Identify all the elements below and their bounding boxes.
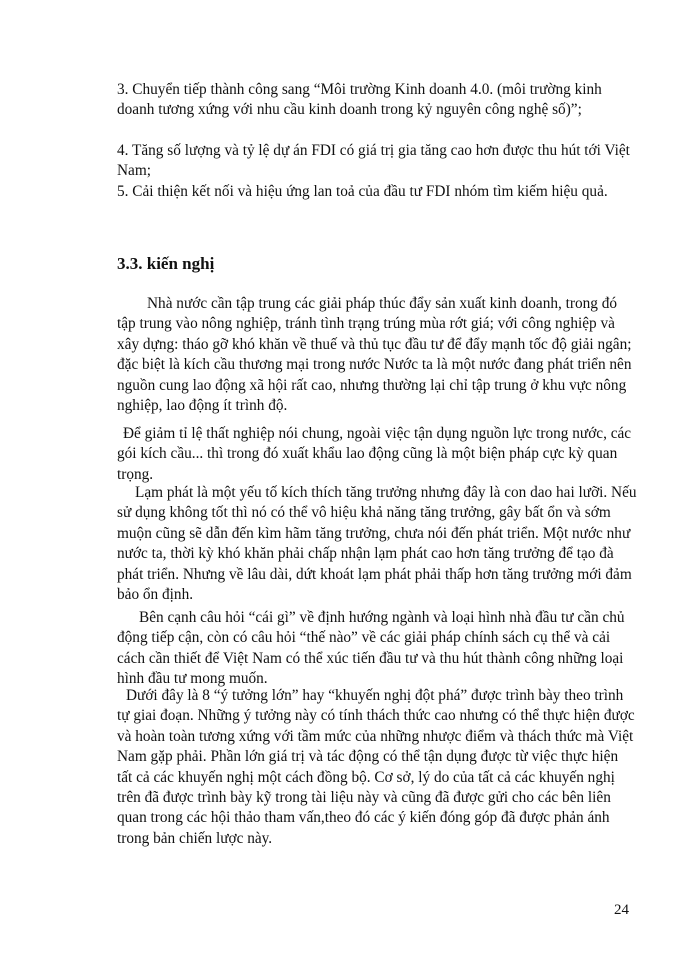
paragraph-2: Để giảm tỉ lệ thất nghiệp nói chung, ngoài việc tận dụng nguồn lực trong nước, các gói kích cầu... thì trong đó xuất khẩu lao động cũng là một biện pháp cực kỳ quan trọng. xyxy=(117,425,632,483)
list-item-5: 5. Cải thiện kết nối và hiệu ứng lan toả của đầu tư FDI nhóm tìm kiếm hiệu quả. xyxy=(117,183,608,200)
paragraph-5: Dưới đây là 8 “ý tưởng lớn” hay “khuyến nghị đột phá” được trình bày theo trình tự giai đoạn. Những ý tưởng này có tính thách thức cao nhưng có thể thực hiện được và hoàn toàn tương xứng với tầm mức của những nhược điểm và thách thức mà Việt Nam gặp phải. Phần lớn giá trị và tác động có thể tận dụng được từ việc thực hiện tất cả các khuyến nghị một cách đồng bộ. Cơ sở, lý do của tất cả các khuyến nghị trên đã được trình bày kỹ trong tài liệu này và cũng đã được gửi cho các bên liên quan trong các hội thảo tham vấn,theo đó các ý kiến đóng góp đã được phản ánh trong bản chiến lược này. xyxy=(117,687,635,847)
paragraph-1: Nhà nước cần tập trung các giải pháp thúc đẩy sản xuất kinh doanh, trong đó tập trung vào nông nghiệp, tránh tình trạng trúng mùa rớt giá; với công nghiệp và xây dựng: tháo gỡ khó khăn về thuế và thủ tục đầu tư để đẩy mạnh tốc độ giải ngân; đặc biệt là kích cầu thương mại trong nước Nước ta là một nước đang phát triển nên nguồn cung lao động xã hội rất cao, nhưng thường lại chỉ tập trung ở khu vực nông nghiệp, lao động ít trình độ. xyxy=(117,295,632,415)
paragraph-4: Bên cạnh câu hỏi “cái gì” về định hướng ngành và loại hình nhà đầu tư cần chủ động tiếp cận, còn có câu hỏi “thế nào” về các giải pháp chính sách cụ thể và cải cách cần thiết để Việt Nam có thể xúc tiến đầu tư và thu hút thành công những loại hình đầu tư mong muốn. xyxy=(117,609,625,688)
page-number: 24 xyxy=(614,902,629,918)
list-item-4: 4. Tăng số lượng và tỷ lệ dự án FDI có giá trị gia tăng cao hơn được thu hút tới Việt Nam; xyxy=(117,142,630,180)
section-heading: 3.3. kiến nghị xyxy=(117,254,215,273)
list-item-3: 3. Chuyển tiếp thành công sang “Môi trường Kinh doanh 4.0. (môi trường kinh doanh tương xứng với nhu cầu kinh doanh trong kỷ nguyên công nghệ số)”; xyxy=(117,81,602,119)
paragraph-3: Lạm phát là một yếu tố kích thích tăng trưởng nhưng đây là con dao hai lưỡi. Nếu sử dụng không tốt thì nó có thể vô hiệu khả năng tăng trưởng, gây bất ổn và sớm muộn cũng sẽ dẫn đến kìm hãm tăng trưởng, chưa nói đến phát triển. Một nước như nước ta, thời kỳ khó khăn phải chấp nhận lạm phát cao hơn tăng trưởng để tạo đà phát triển. Nhưng về lâu dài, dứt khoát lạm phát phải thấp hơn tăng trưởng mới đảm bảo ổn định. xyxy=(117,484,637,604)
